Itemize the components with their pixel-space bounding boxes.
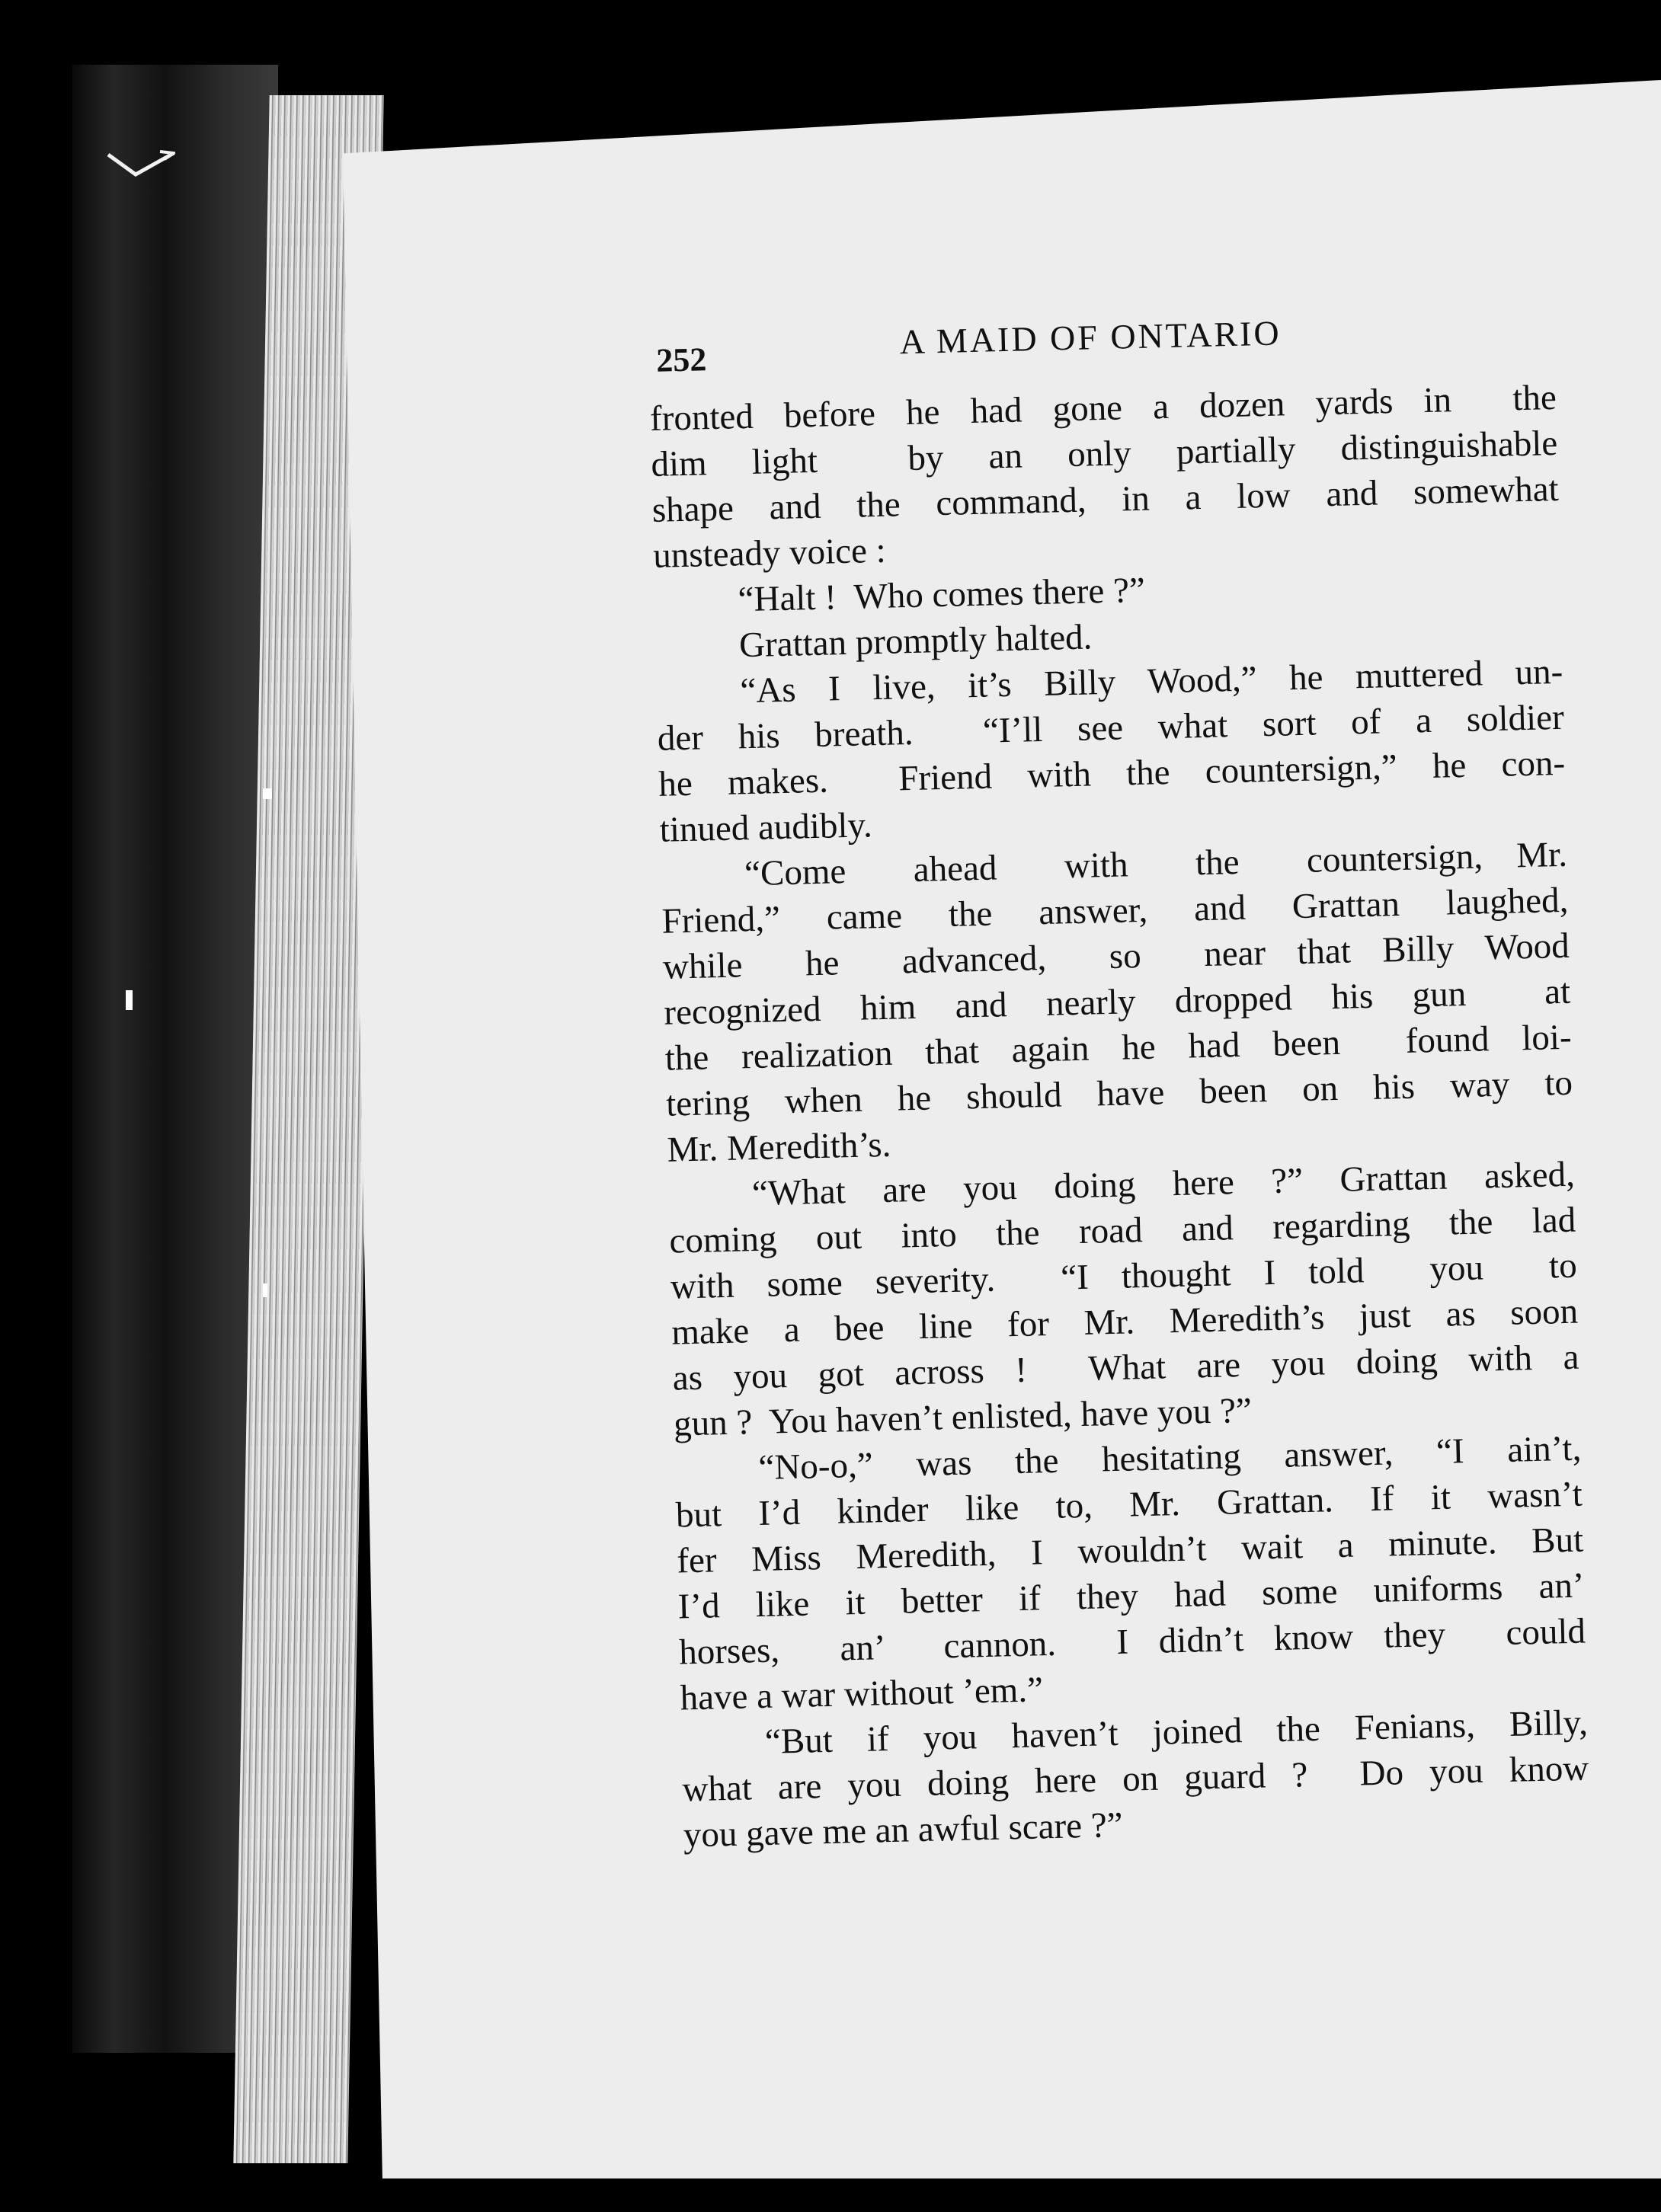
text-line: have a war without ’em.” <box>680 1670 1044 1718</box>
text-line: horses, an’ cannon. I didn’t know they could <box>678 1611 1586 1673</box>
text-line: while he advanced, so near that Billy Wood <box>662 925 1570 987</box>
text-line: Grattan promptly halted. <box>738 617 1093 666</box>
text-line: unsteady voice : <box>652 530 887 576</box>
text-line: gun ? You haven’t enlisted, have you ?” <box>673 1390 1253 1444</box>
text-line: “Halt ! Who comes there ?” <box>738 570 1146 620</box>
text-line: the realization that again he had been found loi- <box>664 1017 1573 1079</box>
body-text <box>649 373 1659 1859</box>
text-line: dim light by an only partially distinguishable <box>650 423 1558 484</box>
text-line: “As I live, it’s Billy Wood,” he muttered un- <box>739 651 1563 711</box>
text-line: “But if you haven’t joined the Fenians, Billy, <box>764 1702 1589 1762</box>
text-line: Friend,” came the answer, and Grattan laughed, <box>661 880 1569 941</box>
page-number: 252 <box>655 340 707 379</box>
checkmark-icon <box>107 149 175 179</box>
text-line: “Come ahead with the countersign, Mr. <box>744 834 1568 894</box>
text-line: fronted before he had gone a dozen yards in the <box>649 377 1557 439</box>
text-line: tering when he should have been on his way to <box>665 1063 1573 1124</box>
text-line: what are you doing here on guard ? Do you know <box>681 1748 1589 1810</box>
text-line: he makes. Friend with the countersign,” he con- <box>658 743 1566 804</box>
text-line: “What are you doing here ?” Grattan asked, <box>751 1154 1576 1214</box>
running-title: A MAID OF ONTARIO <box>899 313 1282 362</box>
text-line: with some severity. “I thought I told you to <box>670 1245 1578 1307</box>
text-line: “No-o,” was the hesitating answer, “I ain’t, <box>757 1428 1582 1488</box>
text-line: I’d like it better if they had some uniforms an’ <box>677 1565 1586 1627</box>
text-line: you gave me an awful scare ?” <box>683 1804 1124 1856</box>
text-line: Mr. Meredith’s. <box>667 1124 891 1170</box>
text-line: coming out into the road and regarding the lad <box>668 1200 1576 1261</box>
text-line: recognized him and nearly dropped his gun at <box>663 971 1571 1033</box>
text-line: make a bee line for Mr. Meredith’s just as soon <box>670 1291 1579 1353</box>
scan-speck <box>126 990 133 1010</box>
text-line: fer Miss Meredith, I wouldn’t wait a minute. But <box>676 1520 1584 1581</box>
scan-speck <box>263 788 272 799</box>
text-line: shape and the command, in a low and somewhat <box>651 468 1560 530</box>
text-line: as you got across ! What are you doing with a <box>672 1337 1580 1398</box>
scan-speck <box>263 1283 267 1297</box>
text-line: der his breath. “I’ll see what sort of a soldier <box>657 697 1565 759</box>
page-content <box>648 297 1659 1859</box>
text-line: tinued audibly. <box>659 805 873 850</box>
text-line: but I’d kinder like to, Mr. Grattan. If it wasn’t <box>675 1474 1583 1536</box>
